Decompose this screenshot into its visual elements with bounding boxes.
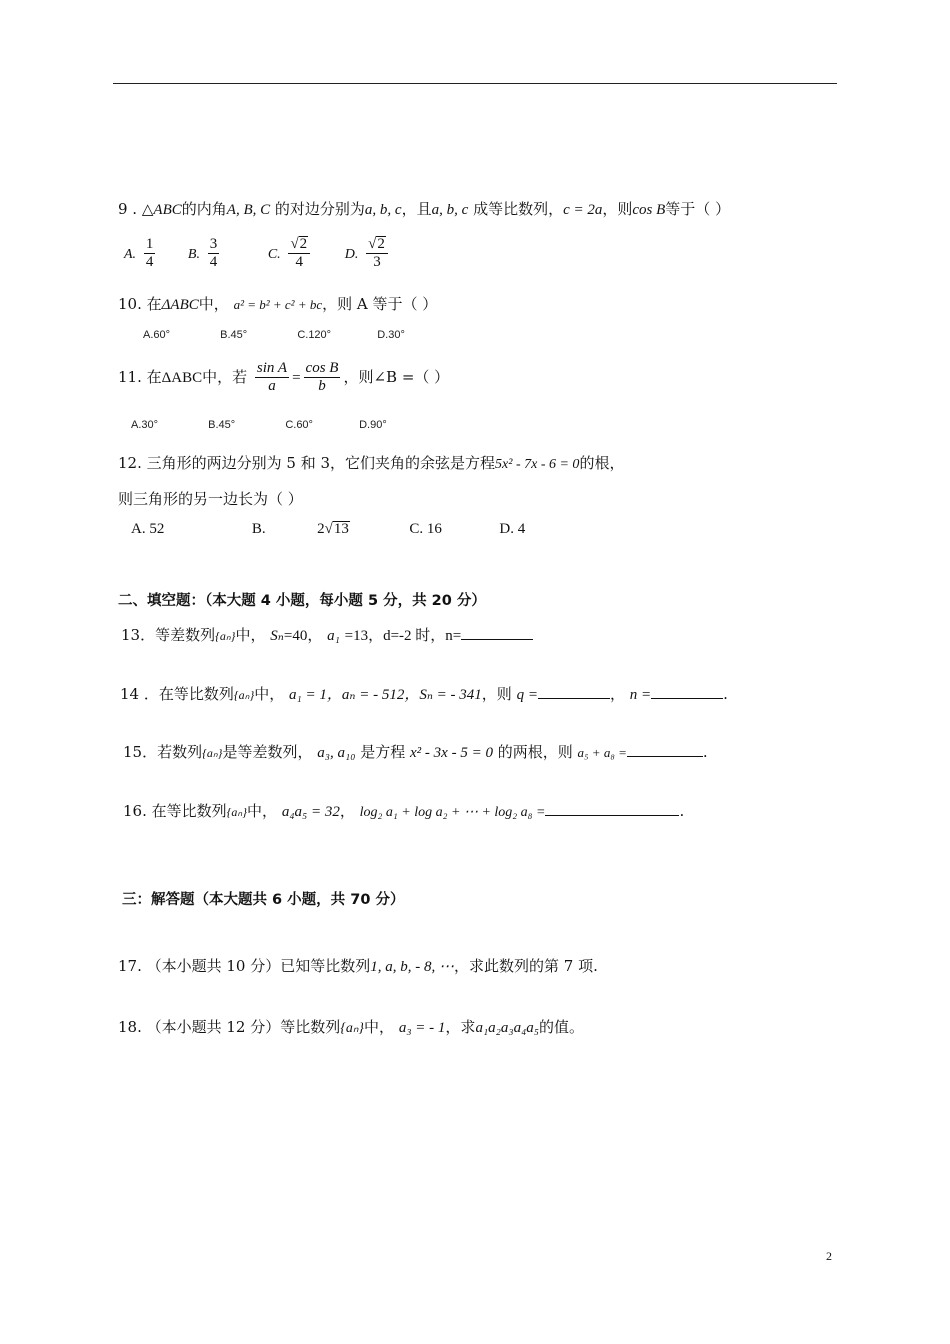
q15-sequence: {aₙ} <box>202 746 223 760</box>
question-12 <box>118 452 624 473</box>
q9-math: A, B, C <box>226 202 271 218</box>
q17-sequence: 1, a, b, - 8, ⋯ <box>370 959 454 975</box>
q12-option-b-value: 2√13 <box>317 521 349 537</box>
q13-first-term: a₁ <box>327 628 340 644</box>
q16-end: . <box>679 802 685 820</box>
q11-text: ，则∠B =（ ） <box>343 367 450 386</box>
section-2-heading: 二、填空题：（本大题 4 小题，每小题 5 分，共 20 分） <box>118 593 486 609</box>
q15-text: 是方程 <box>360 743 406 761</box>
q15-end: . <box>702 743 708 761</box>
q15-equation: x² - 3x - 5 = 0 <box>410 745 493 761</box>
q16-text: ， <box>339 802 355 820</box>
q9-option-a-fraction <box>144 236 156 272</box>
q16-expression: log₂ a₁ + log a₂ + ⋯ + log₂ a₈ = <box>359 805 546 820</box>
q18-sequence: {aₙ} <box>340 1021 365 1036</box>
q9-option-a-label: A. <box>124 246 137 262</box>
q14-n-answer-blank[interactable] <box>651 698 723 699</box>
q9-option-b-denominator: 4 <box>209 254 218 271</box>
q12-option-b-coefficient: 2 <box>317 521 325 537</box>
q9-number: 9 . <box>118 200 138 218</box>
q11-fraction-right-numerator: cos B <box>304 360 341 378</box>
q12-option-c: C. 16 <box>409 521 442 537</box>
q15-text: 的两根，则 <box>497 743 573 761</box>
q9-math: ABC <box>153 202 182 218</box>
q12-line-2: 则三角形的另一边长为（ ） <box>118 490 303 508</box>
q11-option: D.90° <box>359 419 387 431</box>
q14-sequence: {aₙ} <box>233 688 255 702</box>
q9-math: c = 2a <box>563 202 603 218</box>
q14-math: a₁ = 1，aₙ = - 512，Sₙ = - 341 <box>289 687 482 703</box>
question-16 <box>123 800 684 821</box>
q9-text: 成等比数列， <box>473 200 564 218</box>
q9-option-a-denominator: 4 <box>145 254 154 271</box>
q11-option: A.30° <box>131 419 159 431</box>
q16-text: 16. 在等比数列 <box>123 802 227 820</box>
q9-math: a, b, c <box>431 202 469 218</box>
q14-separator: ， <box>609 685 625 703</box>
q10-option: A.60° <box>143 329 171 341</box>
q9-text: 的内角 <box>181 200 227 218</box>
q10-math: ΔABC <box>161 297 199 313</box>
q12-option-d: D. 4 <box>499 521 526 537</box>
q9-options <box>124 236 391 272</box>
q15-text: 是等差数列， <box>222 743 313 761</box>
q14-end: . <box>723 685 728 703</box>
q9-option-a-numerator: 1 <box>144 236 156 254</box>
q9-option-d-label: D. <box>344 246 359 262</box>
q13-answer-blank[interactable] <box>461 639 533 640</box>
q10-equation: a² = b² + c² + bc <box>233 297 323 312</box>
q9-option-c-denominator: 4 <box>295 254 304 271</box>
q18-text: 18. （本小题共 12 分）等比数列 <box>118 1018 341 1036</box>
q16-text: 中， <box>247 802 278 820</box>
q11-options <box>131 419 387 431</box>
q15-answer-blank[interactable] <box>627 756 703 757</box>
header-rule <box>113 83 837 84</box>
q18-text: 的值。 <box>539 1018 585 1036</box>
q16-answer-blank[interactable] <box>545 815 679 816</box>
q11-equals: = <box>292 369 301 386</box>
question-11 <box>118 360 449 396</box>
q18-product: a₁a₂a₃a₄a₅ <box>475 1020 540 1036</box>
q15-roots: a₃, a₁₀ <box>317 745 356 761</box>
q12-option-b-radicand: 13 <box>333 521 349 537</box>
q16-condition: a₄a₅ = 32 <box>281 804 340 820</box>
q12-text: 12. 三角形的两边分别为 5 和 3，它们夹角的余弦是方程 <box>118 454 496 472</box>
q9-text: 等于（ ） <box>665 200 731 218</box>
q17-text: 17. （本小题共 10 分）已知等比数列 <box>118 957 371 975</box>
q9-text: 的对边分别为 <box>274 200 365 218</box>
q9-option-d-fraction: $\frac{√2}{3}$ <box>366 236 388 272</box>
q14-q-label: q = <box>516 687 538 703</box>
q14-q-answer-blank[interactable] <box>538 698 610 699</box>
q14-text: 中， <box>254 685 285 703</box>
q15-expression: a₅ + a₈ = <box>577 745 627 760</box>
q11-fraction-right-denominator: b <box>318 378 326 395</box>
q13-text: =13，d=-2 时，n= <box>344 628 462 644</box>
q9-option-c-label: C. <box>267 246 281 262</box>
q18-condition: a₃ = - 1 <box>398 1020 446 1036</box>
q10-option: B.45° <box>220 329 248 341</box>
q9-text: ，且 <box>401 200 432 218</box>
page-number: 2 <box>826 1249 832 1263</box>
q10-text: 中， <box>198 295 229 313</box>
q13-text: 中， <box>235 626 266 644</box>
q12-option-b: B. <box>251 521 266 537</box>
q10-option: D.30° <box>377 329 405 341</box>
q18-text: 中， <box>364 1018 395 1036</box>
q9-option-d-radicand: 2 <box>377 236 385 252</box>
q13-text: =40， <box>283 628 323 644</box>
q10-options <box>143 329 405 341</box>
q12-equation: 5x² - 7x - 6 = 0 <box>495 457 580 472</box>
q9-option-c-radicand: 2 <box>299 236 308 252</box>
q9-text: △ <box>141 200 154 218</box>
q11-fraction-left <box>255 360 289 396</box>
q14-text: ，则 <box>481 685 512 703</box>
question-13 <box>121 624 533 645</box>
q11-option: B.45° <box>208 419 236 431</box>
q12-options <box>131 521 525 538</box>
q11-fraction-right <box>304 360 341 396</box>
question-15 <box>123 741 708 762</box>
section-3-heading: 三：解答题（本大题共 6 小题，共 70 分） <box>122 892 405 908</box>
q13-sum: Sₙ <box>270 628 284 644</box>
q9-text: ，则 <box>602 200 633 218</box>
q9-option-c-fraction: $\frac{√2}{4}$ <box>288 236 310 272</box>
q9-math: a, b, c <box>364 202 402 218</box>
question-9 <box>118 198 730 219</box>
q10-number: 10. 在 <box>118 295 162 313</box>
q9-option-d-denominator: 3 <box>373 254 381 271</box>
question-18 <box>118 1016 584 1037</box>
q13-sequence: {aₙ} <box>215 629 236 643</box>
question-14 <box>120 683 728 704</box>
q12-option-a: A. 52 <box>131 521 165 537</box>
q11-number: 11. 在 <box>118 367 162 386</box>
q18-text: ，求 <box>445 1018 476 1036</box>
q9-math: cos B <box>632 202 666 218</box>
q12-text: 的根， <box>579 454 625 472</box>
q9-option-b-numerator: 3 <box>208 236 220 254</box>
q14-n-label: n = <box>629 687 652 703</box>
q11-fraction-left-denominator: a <box>268 378 276 395</box>
q15-text: 15．若数列 <box>123 743 203 761</box>
q17-text: ，求此数列的第 7 项. <box>454 957 598 975</box>
question-17 <box>118 955 598 976</box>
q11-text: 中，若 <box>202 367 248 386</box>
q11-math: ΔABC <box>161 369 203 386</box>
q11-fraction-left-numerator: sin A <box>255 360 289 378</box>
q13-text: 13．等差数列 <box>121 626 216 644</box>
q14-text: 14 ．在等比数列 <box>120 685 234 703</box>
q10-option: C.120° <box>297 329 332 341</box>
q9-option-b-fraction <box>208 236 220 272</box>
q10-text: ，则 A 等于（ ） <box>322 295 438 313</box>
q11-option: C.60° <box>285 419 313 431</box>
q16-sequence: {aₙ} <box>226 805 248 819</box>
q9-option-b-label: B. <box>187 246 200 262</box>
question-10 <box>118 293 437 314</box>
